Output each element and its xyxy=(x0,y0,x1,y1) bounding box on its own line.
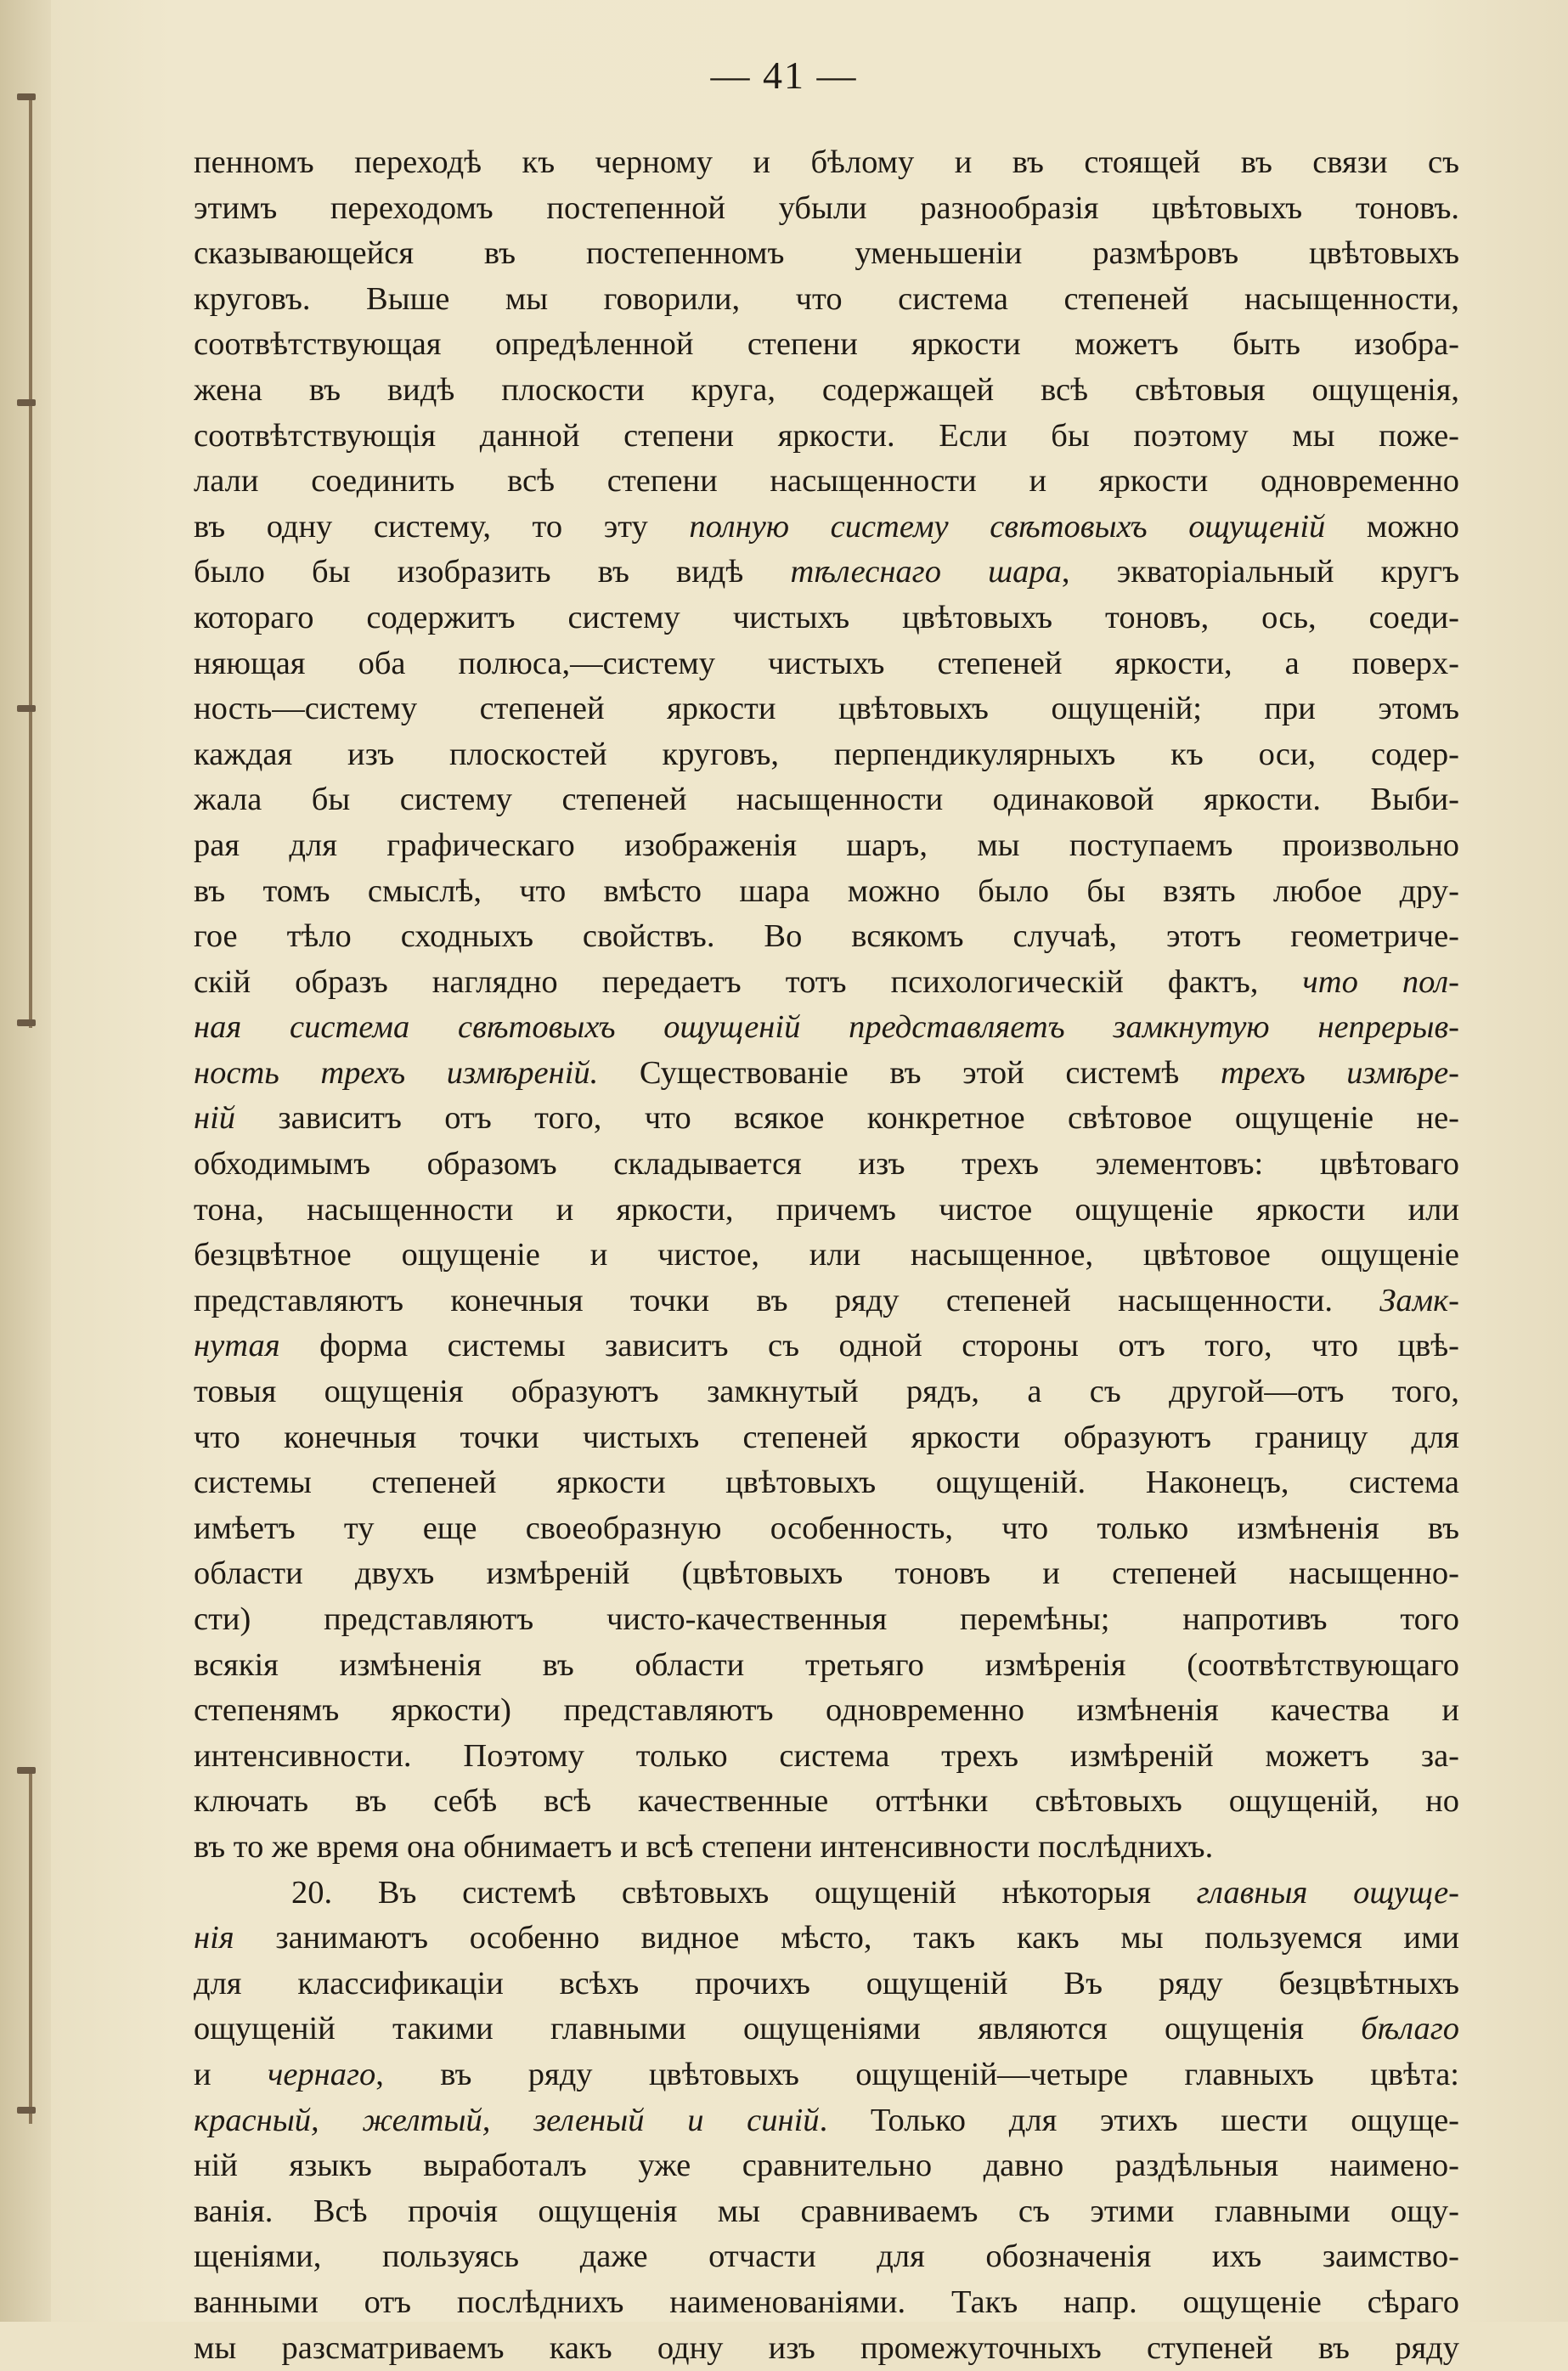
text-run: . Только для этихъ шести ощуще- xyxy=(820,2103,1459,2138)
text-run: соотвѣтствующія данной степени яркости. Если бы поэтому мы поже- xyxy=(194,418,1459,454)
text-line xyxy=(194,2052,1459,2098)
italic-text: Замк- xyxy=(1379,1283,1459,1318)
text-line xyxy=(194,1279,1459,1324)
text-run: этимъ переходомъ постепенной убыли разнообразія цвѣтовыхъ тоновъ. xyxy=(194,190,1459,226)
text-line xyxy=(194,1916,1459,1962)
text-run: пенномъ переходѣ къ черному и бѣлому и въ стоящей въ связи съ xyxy=(194,144,1459,180)
text-run: ванія. Всѣ прочія ощущенія мы сравниваемъ съ этими главными ощу- xyxy=(194,2193,1459,2229)
text-run: соотвѣтствующая опредѣленной степени яркости можетъ быть изобра- xyxy=(194,326,1459,362)
text-line xyxy=(194,2234,1459,2280)
text-line xyxy=(194,914,1459,960)
text-run: было бы изобразить въ видѣ xyxy=(194,554,790,590)
text-run: жена въ видѣ плоскости круга, содержащей всѣ свѣтовыя ощущенія, xyxy=(194,372,1459,408)
italic-text: нутая xyxy=(194,1328,280,1363)
text-line xyxy=(194,550,1459,596)
text-line xyxy=(194,1188,1459,1233)
text-run: каждая изъ плоскостей круговъ, перпендикулярныхъ къ оси, содер- xyxy=(194,737,1459,772)
text-line xyxy=(194,1688,1459,1734)
text-run: интенсивности. Поэтому только система трехъ измѣреній можетъ за- xyxy=(194,1738,1459,1774)
text-line xyxy=(194,2189,1459,2235)
text-line xyxy=(194,1096,1459,1142)
text-line xyxy=(194,641,1459,687)
text-line xyxy=(194,686,1459,732)
text-line xyxy=(194,1871,1459,1917)
text-run: степенямъ яркости) представляютъ одновременно измѣненія качества и xyxy=(194,1692,1459,1728)
text-line xyxy=(194,1825,1459,1871)
text-run: 20. Въ системѣ свѣтовыхъ ощущеній нѣкоторыя xyxy=(291,1875,1197,1911)
binding-stitch xyxy=(17,705,36,712)
text-run: ность—систему степеней яркости цвѣтовыхъ ощущеній; при этомъ xyxy=(194,691,1459,726)
text-line xyxy=(194,596,1459,641)
text-run: ключать въ себѣ всѣ качественные оттѣнки свѣтовыхъ ощущеній, но xyxy=(194,1783,1459,1819)
text-run: безцвѣтное ощущеніе и чистое, или насыщенное, цвѣтовое ощущеніе xyxy=(194,1237,1459,1273)
text-run: ощущеній такими главными ощущеніями являются ощущенія xyxy=(194,2011,1361,2046)
binding-stitch xyxy=(17,399,36,406)
text-run: Существованіе въ этой системѣ xyxy=(598,1055,1221,1091)
italic-text: красный, желтый, зеленый и синій xyxy=(194,2103,820,2138)
text-run: няющая оба полюса,—систему чистыхъ степеней яркости, а поверх- xyxy=(194,646,1459,681)
text-line xyxy=(194,1005,1459,1051)
text-run: что конечныя точки чистыхъ степеней яркости образуютъ границу для xyxy=(194,1420,1459,1455)
text-line xyxy=(194,2007,1459,2052)
text-run: , въ ряду цвѣтовыхъ ощущеній—четыре главныхъ цвѣта: xyxy=(375,2057,1459,2092)
text-run: сти) представляютъ чисто-качественныя перемѣны; напротивъ того xyxy=(194,1601,1459,1637)
text-line xyxy=(194,1643,1459,1689)
italic-text: трехъ измѣре- xyxy=(1221,1055,1459,1091)
text-line xyxy=(194,186,1459,232)
text-line xyxy=(194,1734,1459,1780)
binding-thread xyxy=(29,93,32,1028)
text-run: представляютъ конечныя точки въ ряду степеней насыщенности. xyxy=(194,1283,1379,1318)
text-line xyxy=(194,231,1459,277)
text-line xyxy=(194,140,1459,186)
text-run: въ то же время она обнимаетъ и всѣ степени интенсивности послѣднихъ. xyxy=(194,1829,1213,1865)
text-run: круговъ. Выше мы говорили, что система степеней насыщенности, xyxy=(194,281,1459,317)
binding-stitch xyxy=(17,2107,36,2114)
italic-text: чернаго xyxy=(268,2057,375,2092)
binding-stitch xyxy=(17,1767,36,1774)
italic-text: ность трехъ измѣреній. xyxy=(194,1055,598,1091)
text-run: ній языкъ выработалъ уже сравнительно давно раздѣльныя наимено- xyxy=(194,2148,1459,2183)
page-number: — 41 — xyxy=(0,53,1568,98)
italic-text: что пол- xyxy=(1302,964,1459,1000)
text-run: зависитъ отъ того, что всякое конкретное свѣтовое ощущеніе не- xyxy=(235,1100,1459,1136)
italic-text: нія xyxy=(194,1920,234,1956)
text-run: гое тѣло сходныхъ свойствъ. Во всякомъ случаѣ, этотъ геометриче- xyxy=(194,918,1459,954)
text-line xyxy=(194,960,1459,1006)
text-run: щеніями, пользуясь даже отчасти для обозначенія ихъ заимство- xyxy=(194,2238,1459,2274)
body-text xyxy=(194,140,1459,2371)
text-run: мы разсматриваемъ какъ одну изъ промежуточныхъ ступеней въ ряду xyxy=(194,2330,1459,2366)
italic-text: полную систему свѣтовыхъ ощущеній xyxy=(689,509,1325,545)
text-line xyxy=(194,1233,1459,1279)
text-line xyxy=(194,505,1459,550)
text-run: и xyxy=(194,2057,268,2092)
text-line xyxy=(194,2143,1459,2189)
text-line xyxy=(194,1142,1459,1188)
text-run: системы степеней яркости цвѣтовыхъ ощущеній. Наконецъ, система xyxy=(194,1465,1459,1500)
text-line xyxy=(194,777,1459,823)
text-run: въ одну систему, то эту xyxy=(194,509,689,545)
text-run: всякія измѣненія въ области третьяго измѣренія (соотвѣтствующаго xyxy=(194,1647,1459,1683)
italic-text: тѣлеснаго шара xyxy=(790,554,1061,590)
text-line xyxy=(194,1962,1459,2007)
binding-edge xyxy=(0,0,51,2322)
binding-stitch xyxy=(17,1019,36,1026)
text-line xyxy=(194,2326,1459,2371)
text-run: лали соединить всѣ степени насыщенности и яркости одновременно xyxy=(194,463,1459,499)
text-line xyxy=(194,1551,1459,1597)
text-line xyxy=(194,322,1459,368)
text-line xyxy=(194,1415,1459,1461)
text-line xyxy=(194,277,1459,323)
text-line xyxy=(194,1369,1459,1415)
text-line xyxy=(194,368,1459,414)
text-line xyxy=(194,823,1459,869)
text-line xyxy=(194,1597,1459,1643)
text-line xyxy=(194,459,1459,505)
text-run: области двухъ измѣреній (цвѣтовыхъ тоновъ и степеней насыщенно- xyxy=(194,1555,1459,1591)
text-run: , экваторіальный кругъ xyxy=(1062,554,1459,590)
text-run: для классификаціи всѣхъ прочихъ ощущеній Въ ряду безцвѣтныхъ xyxy=(194,1966,1459,2001)
text-run: имѣетъ ту еще своеобразную особенность, что только измѣненія въ xyxy=(194,1510,1459,1546)
text-run: форма системы зависитъ съ одной стороны отъ того, что цвѣ- xyxy=(280,1328,1459,1363)
text-line xyxy=(194,869,1459,915)
text-run: тона, насыщенности и яркости, причемъ чистое ощущеніе яркости или xyxy=(194,1192,1459,1228)
text-line xyxy=(194,2098,1459,2144)
text-run: скій образъ наглядно передаетъ тотъ психологическій фактъ, xyxy=(194,964,1302,1000)
text-run: можно xyxy=(1325,509,1459,545)
text-run: рая для графическаго изображенія шаръ, мы поступаемъ произвольно xyxy=(194,827,1459,863)
italic-text: ній xyxy=(194,1100,235,1136)
text-line xyxy=(194,414,1459,460)
text-line xyxy=(194,732,1459,778)
text-line xyxy=(194,1324,1459,1369)
italic-text: ная система свѣтовыхъ ощущеній представляетъ замкнутую непрерыв- xyxy=(194,1009,1459,1045)
italic-text: главныя ощуще- xyxy=(1197,1875,1459,1911)
italic-text: бѣлаго xyxy=(1361,2011,1459,2046)
text-run: товыя ощущенія образуютъ замкнутый рядъ, а съ другой—отъ того, xyxy=(194,1374,1459,1409)
text-run: обходимымъ образомъ складывается изъ трехъ элементовъ: цвѣтоваго xyxy=(194,1146,1459,1182)
binding-thread xyxy=(29,1767,32,2124)
text-line xyxy=(194,1460,1459,1506)
text-line xyxy=(194,2280,1459,2326)
text-run: жала бы систему степеней насыщенности одинаковой яркости. Выби- xyxy=(194,782,1459,817)
text-run: сказывающейся въ постепенномъ уменьшеніи размѣровъ цвѣтовыхъ xyxy=(194,235,1459,271)
text-line xyxy=(194,1051,1459,1097)
text-run: въ томъ смыслѣ, что вмѣсто шара можно было бы взять любое дру- xyxy=(194,873,1459,909)
text-line xyxy=(194,1506,1459,1552)
text-line xyxy=(194,1779,1459,1825)
text-run: ванными отъ послѣднихъ наименованіями. Такъ напр. ощущеніе сѣраго xyxy=(194,2284,1459,2320)
text-run: котораго содержитъ систему чистыхъ цвѣтовыхъ тоновъ, ось, соеди- xyxy=(194,600,1459,635)
text-run: занимаютъ особенно видное мѣсто, такъ какъ мы пользуемся ими xyxy=(234,1920,1459,1956)
